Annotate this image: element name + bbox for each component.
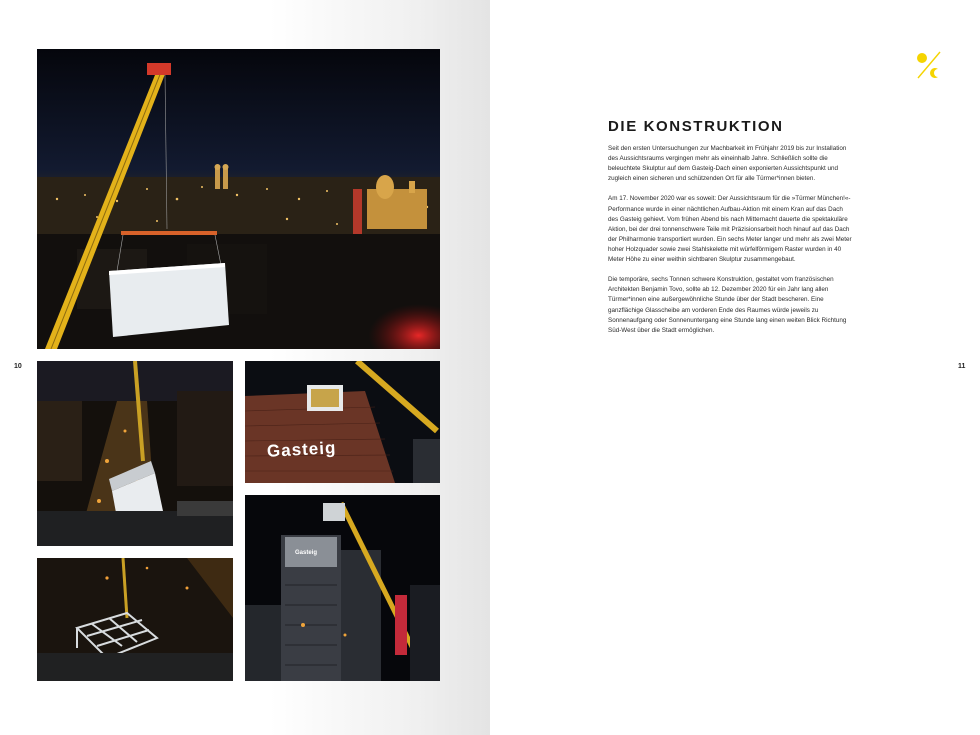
right-page xyxy=(490,0,980,735)
paragraph-2: Am 17. November 2020 war es soweit: Der Aussichtsraum für die »Türmer München!«-Performance wurde in einer nächtlichen Aufbau-Aktion mit einem Kran auf das Dach des Gasteig gehievt. Vom frühen Abend bis nach Mitternacht dauerte die spektakuläre Aktion, bei der drei tonnenschwere Teile mit Präzisionsarbeit hoch hinauf auf das Dach der Philharmonie transportiert wurden. Ein sechs Meter langer und mehr als zwei Meter hoher Holzquader sowie zwei Stahlskelette mit würfelförmigem Raster wurden in 40 Meter Höhe zu einer weithin sichtbaren Skulptur zusammengebaut. xyxy=(608,195,852,264)
photo-street-lift xyxy=(37,361,233,546)
tower-sign-text: Gasteig xyxy=(295,550,318,556)
percent-logo-icon xyxy=(914,50,944,80)
photo-tower-view xyxy=(245,495,440,681)
section-heading: DIE KONSTRUKTION xyxy=(608,118,784,135)
article-body xyxy=(608,144,853,346)
building-sign-text: Gasteig xyxy=(266,438,337,461)
photo-gasteig-sign xyxy=(245,361,440,483)
page-number-right: 11 xyxy=(958,363,966,370)
page-number-left: 10 xyxy=(14,363,22,370)
paragraph-1: Seit den ersten Untersuchungen zur Machbarkeit im Frühjahr 2019 bis zur Installation des Aussichtsraums vergingen mehr als eineinhalb Jahre. Schließlich sollte die beleuchtete Skulptur auf dem Gasteig-Dach einen exponierten Aussichtspunkt und zugleich einen sicheren und schützenden Ort für alle Türmer*innen bieten. xyxy=(608,145,847,183)
photo-crane-skyline xyxy=(37,49,440,349)
paragraph-3: Die temporäre, sechs Tonnen schwere Konstruktion, gestaltet vom französischen Architekten Benjamin Tovo, sollte ab 12. Dezember 2020 für ein Jahr lang allen Türmer*innen eine außergewöhnliche Stunde über der Stadt bescheren. Eine ganzflächige Glasscheibe am vorderen Ende des Raumes würde jeweils zu Sonnenaufgang oder Sonnenuntergang eine Stunde lang einen weiten Blick Richtung Süd-West über die Stadt ermöglichen. xyxy=(608,276,847,334)
photo-steel-skeleton xyxy=(37,558,233,681)
